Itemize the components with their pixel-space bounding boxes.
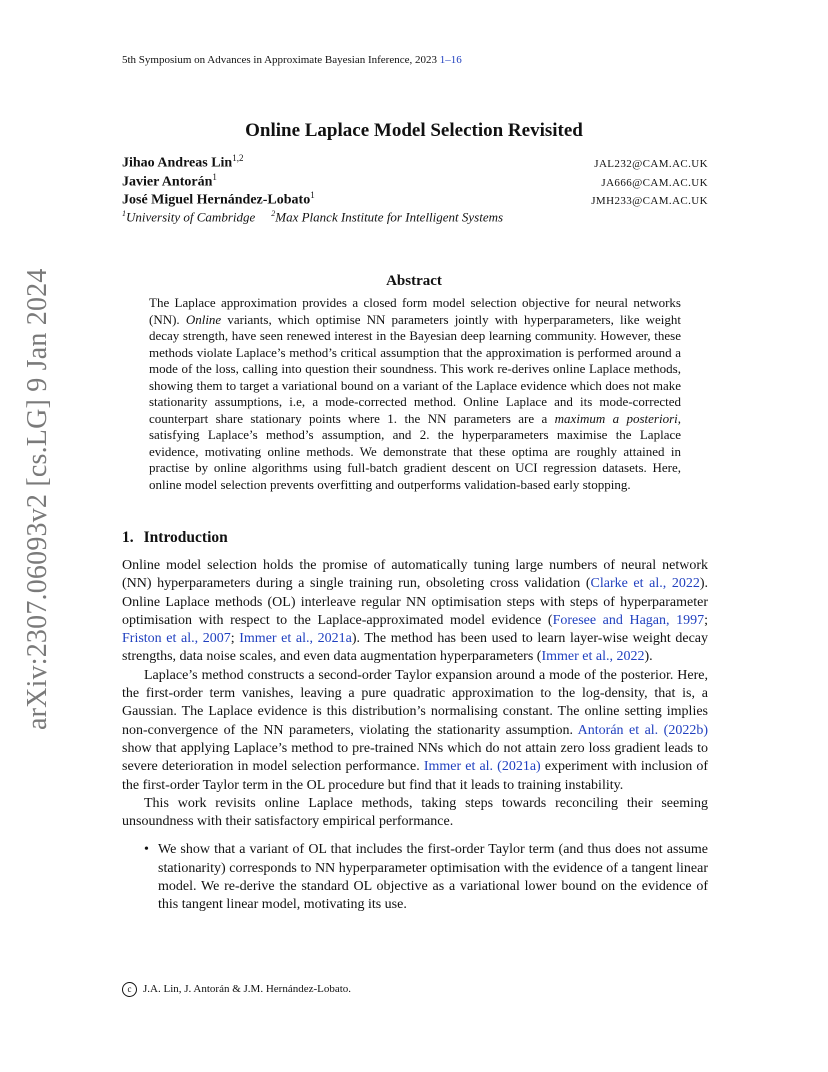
citation-link[interactable]: Immer et al.	[423, 759, 494, 775]
citation-link[interactable]: Antorán et al.	[577, 722, 659, 738]
list-item: • We show that a variant of OL that includes the first-order Taylor term (and thus does not assume stationarity) corresponds to NN hyperparameter optimisation with the evidence of a tangent linear model. We re-derive the standard OL objective as a variational lower bound on the evidence of this tangent linear model, motivating its use.	[144, 842, 708, 913]
citation-link[interactable]: (2021a)	[497, 759, 541, 775]
paragraph: Online model selection holds the promise of automatically tuning large numbers of neural network (NN) hyperparameters during a single training run, obsoleting cross validation (Clarke et al., 2022). Online Laplace methods (OL) interleave regular NN optimisation steps with steps of hyperparameter optimisation with respect to the Laplace-approximated model evidence (Foresee and Hagan, 1997; Friston et al., 2007; Immer et al., 2021a). The method has been used to learn layer-wise weight decay strengths, data noise scales, and even data augmentation hyperparameters (Immer et al., 2022).	[122, 558, 709, 665]
paragraph: This work revisits online Laplace methods, taking steps towards reconciling their seeming unsoundness with their satisfactory empirical performance.	[122, 795, 708, 830]
affiliations: $^1$University of Cambridge $^2$Max Planck Institute for Intelligent Systems	[122, 209, 504, 225]
author-row-3	[122, 190, 708, 209]
author-name: Jihao Andreas Lin$^{1,2}$	[122, 153, 244, 171]
bullet-icon: •	[144, 842, 149, 858]
copyright-icon: c	[122, 982, 137, 997]
contribution-list	[122, 841, 708, 914]
citation-link[interactable]: Friston et al., 2007	[122, 631, 231, 647]
arxiv-watermark: arXiv:2307.06093v2 [cs.LG] 9 Jan 2024	[22, 268, 53, 730]
citation-link[interactable]: Immer et al., 2022	[541, 649, 645, 665]
author-name: José Miguel Hernández-Lobato$^1$	[122, 190, 315, 208]
abstract-body: The Laplace approximation provides a closed form model selection objective for neural networks (NN). Online variants, which optimise NN parameters jointly with hyperparameters, like weight decay strength, have seen renewed interest in the Bayesian deep learning community. However, these methods violate Laplace’s method’s critical assumption that the approximation is performed around a mode of the loss, calling into question their soundness. This work re-derives online Laplace methods, showing them to target a variational bound on a variant of the Laplace evidence which does not make stationarity assumptions, i.e, a mode-corrected method. Online Laplace and its mode-corrected counterpart share stationary points where 1. the NN parameters are a maximum a posteriori, satisfying Laplace’s method’s assumption, and 2. the hyperparameters maximise the Laplace evidence, motivating online methods. We demonstrate that these optima are roughly attained in practise by online algorithms using full-batch gradient descent on UCI regression datasets. Here, online model selection prevents overfitting and outperforms validation-based early stopping.	[149, 295, 682, 492]
paragraph: Laplace’s method constructs a second-order Taylor expansion around a mode of the posterior. Here, the first-order term vanishes, leaving a pure quadratic approximation to the log-density, that is, a Gaussian. The Laplace evidence is this distribution’s normalising constant. The online setting implies non-convergence of the NN parameters, violating the stationarity assumption. Antorán et al. (2022b) show that applying Laplace’s method to pre-trained NNs which do not attain zero loss gradient leads to severe deterioration in model selection performance. Immer et al. (2021a) experiment with inclusion of the first-order Taylor term in the OL procedure but find that it leads to training instability.	[122, 667, 709, 793]
footer-copyright: c J.A. Lin, J. Antorán & J.M. Hernández-Lobato.	[122, 982, 351, 997]
citation-link[interactable]: (2022b)	[663, 722, 708, 738]
citation-link[interactable]: Immer et al., 2021a	[239, 631, 352, 647]
author-name: Javier Antorán$^1$	[122, 172, 217, 190]
paper-title: Online Laplace Model Selection Revisited	[245, 120, 583, 141]
citation-link[interactable]: Clarke et al., 2022	[590, 576, 700, 592]
author-row-2	[122, 172, 708, 191]
venue-text: 5th Symposium on Advances in Approximate Bayesian Inference, 2023	[122, 54, 437, 66]
running-header	[122, 54, 462, 66]
section-heading-introduction: 1. Introduction	[122, 529, 228, 546]
abstract-heading: Abstract	[386, 273, 442, 289]
citation-link[interactable]: Foresee and Hagan, 1997	[552, 612, 705, 628]
page-range-link[interactable]: 1–16	[439, 54, 462, 66]
introduction-body	[122, 557, 708, 915]
author-email: JAL232@CAM.AC.UK	[594, 157, 708, 170]
author-email: JMH233@CAM.AC.UK	[591, 194, 708, 207]
author-email: JA666@CAM.AC.UK	[601, 176, 708, 189]
author-row-1	[122, 153, 708, 172]
